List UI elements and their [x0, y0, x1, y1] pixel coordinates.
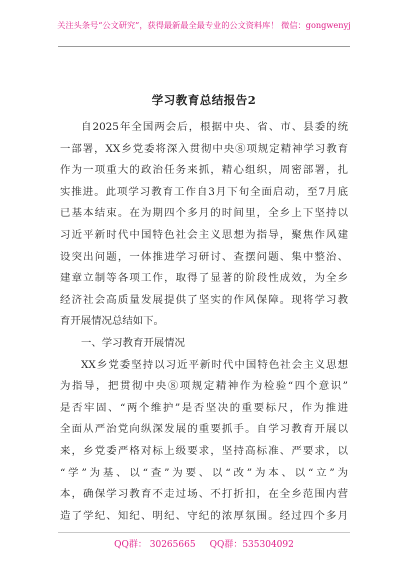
- paragraph-line: XX乡党委坚持以习近平新时代中国特色社会主义思想: [81, 358, 348, 371]
- paragraph-line: 建章立制等各项工作，取得了显著的阶段性成效，为全乡: [60, 272, 348, 285]
- document-title: 学习教育总结报告2: [151, 93, 257, 107]
- paragraph-line: 来，乡党委严格对标上级要求，坚持高标准、严要求，以: [60, 444, 348, 457]
- paragraph-line: 全面从严治党向纵深发展的重要抓手。自学习教育开展以: [60, 423, 348, 436]
- paragraph-line: 实推进。此项学习教育工作自3月下旬全面启动，至7月底: [60, 185, 348, 198]
- paragraph-line: 育开展情况总结如下。: [60, 315, 164, 328]
- footer: [0, 537, 408, 550]
- paragraph-line: “学”为基、以“查”为要、以“改”为本、以“立”为: [60, 466, 348, 479]
- paragraph-line: 自2025年全国两会后，根据中央、省、市、县委的统: [81, 121, 348, 133]
- footer-qq-group-2: QQ群：535304092: [209, 540, 294, 550]
- paragraph-line: 经济社会高质量发展提供了坚实的作风保障。现将学习教: [60, 293, 348, 306]
- paragraph: [60, 333, 348, 355]
- paragraph-line: 是否牢固、“两个维护”是否坚决的重要标尺，作为推进: [60, 401, 348, 414]
- paragraph-line: 造了学纪、知纪、明纪、守纪的浓厚氛围。经过四个多月: [60, 509, 348, 522]
- footer-qq-group-1: QQ群： 30265665: [114, 540, 196, 550]
- paragraph-line: 一部署，XX乡党委将深入贯彻中央⑧项规定精神学习教育: [60, 142, 348, 155]
- paragraph-line: 习近平新时代中国特色社会主义思想为指导，聚焦作风建: [60, 228, 348, 241]
- paragraph-line: 本，确保学习教育不走过场、不打折扣，在全乡范围内营: [60, 488, 348, 501]
- paragraph-line: 为指导，把贯彻中央⑧项规定精神作为检验“四个意识”: [60, 380, 348, 393]
- footer-divider: [58, 532, 350, 533]
- paragraph-line: 已基本结束。在为期四个多月的时间里，全乡上下坚持以: [60, 207, 348, 220]
- paragraph: [60, 117, 348, 333]
- document-body: [60, 117, 348, 527]
- paragraph-line: 作为一项重大的政治任务来抓，精心组织，周密部署，扎: [60, 164, 348, 177]
- paragraph-line: 设突出问题，一体推进学习研讨、查摆问题、集中整治、: [60, 250, 348, 263]
- header-banner: 关注头条号“公文研究”，获得最新最全最专业的公文资料库！ 微信：gongwenyj: [57, 20, 351, 30]
- paragraph-line: 一、学习教育开展情况: [81, 336, 185, 349]
- paragraph: [60, 355, 348, 528]
- header-divider: [58, 46, 350, 47]
